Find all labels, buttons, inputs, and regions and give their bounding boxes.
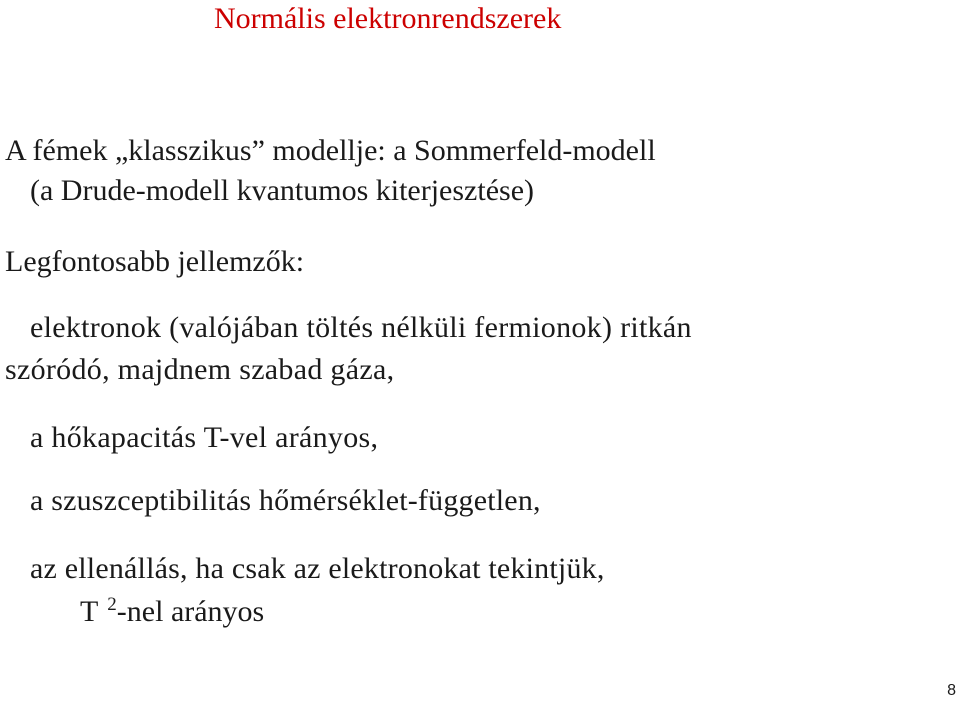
text-line-electrons: elektronok (valójában töltés nélküli fermionok) ritkán [30,311,692,344]
text-line-model: A fémek „klasszikus” modellje: a Sommerfeld-modell [5,134,656,167]
text-line-susceptibility: a szuszceptibilitás hőmérséklet-független, [30,484,541,517]
text-line-heat-capacity: a hőkapacitás T-vel arányos, [30,421,379,454]
t-base: T [80,595,106,628]
text-line-resistance: az ellenállás, ha csak az elektronokat tekintjük, [30,552,605,585]
text-line-features-heading: Legfontosabb jellemzők: [5,245,305,278]
text-line-gas: szóródó, majdnem szabad gáza, [5,353,395,386]
page-number: 8 [947,682,956,699]
t-rest: -nel arányos [116,595,265,628]
text-line-t-squared [80,594,264,634]
t-superscript: 2 [107,594,117,615]
slide-title: Normális elektronrendszerek [214,2,562,35]
text-line-extension: (a Drude-modell kvantumos kiterjesztése) [30,174,534,207]
